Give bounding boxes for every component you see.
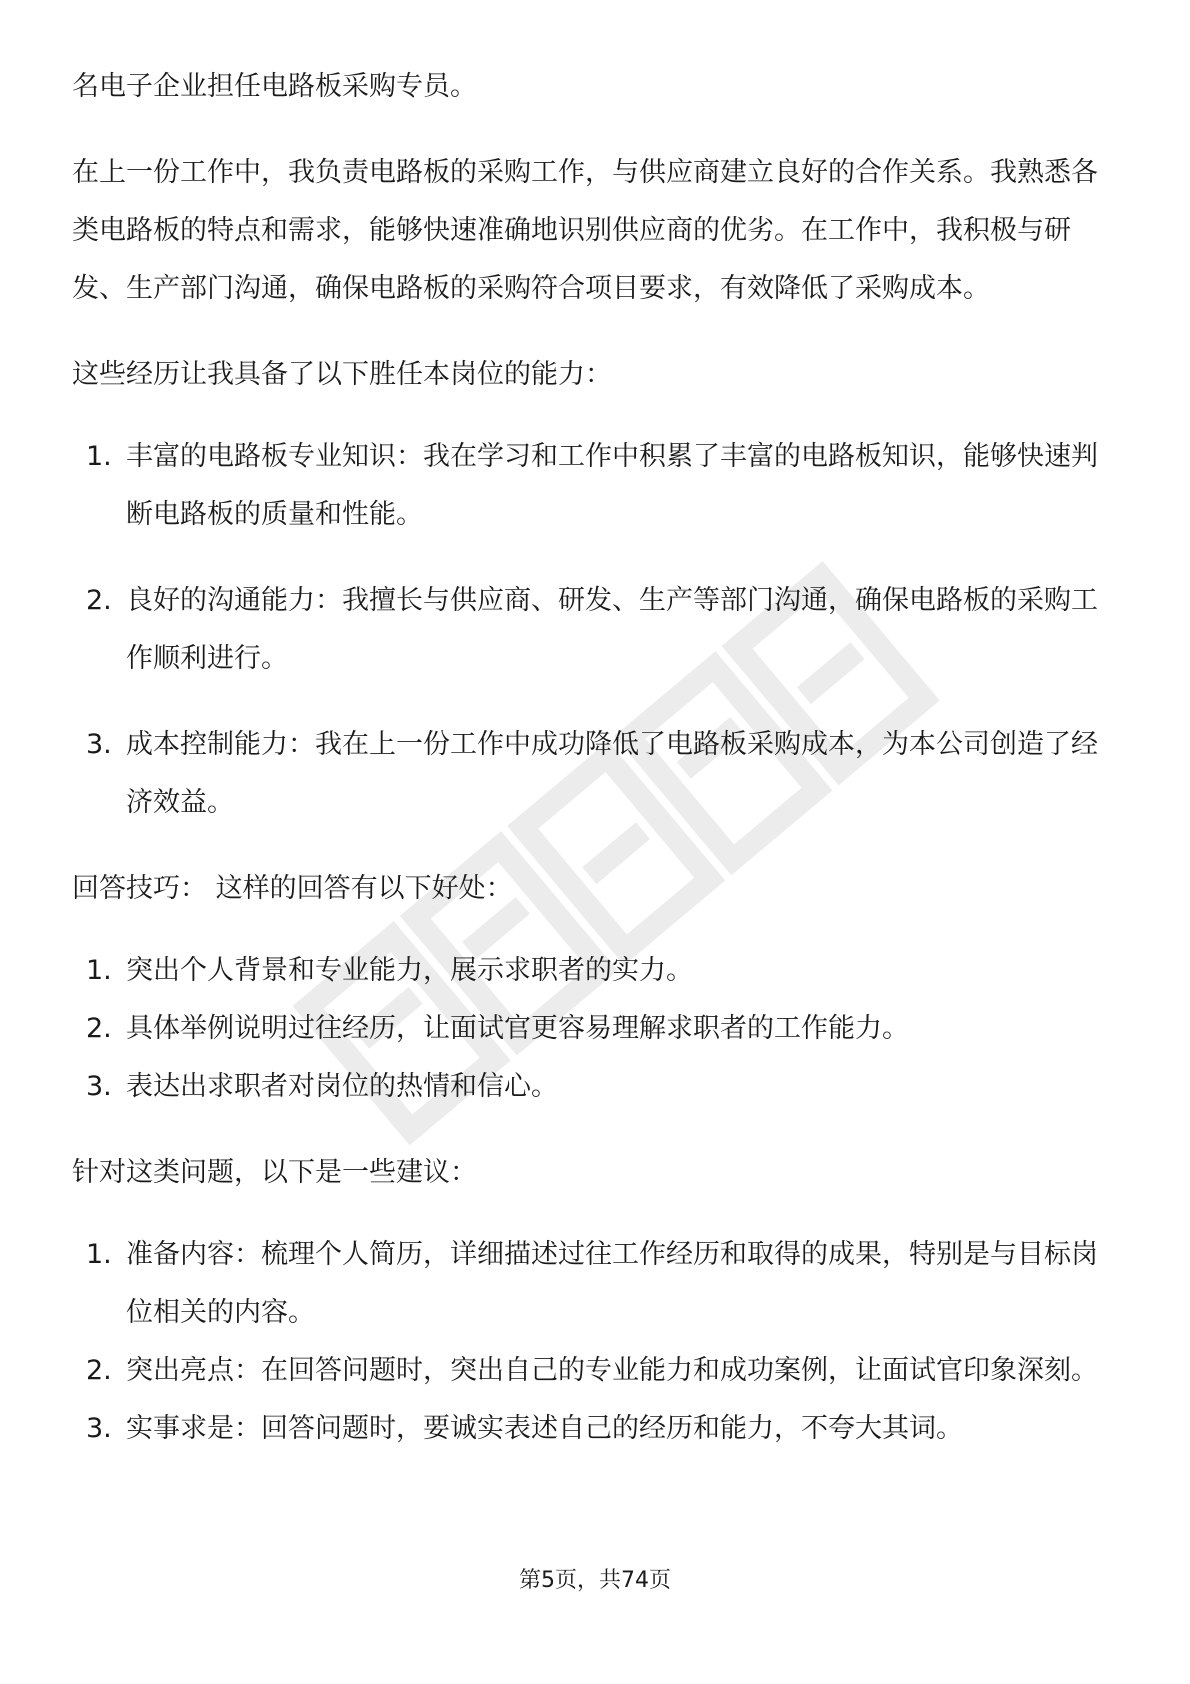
list-number: 2.	[86, 1013, 112, 1044]
abilities-list	[72, 428, 1118, 832]
list-item	[72, 1226, 1118, 1342]
list-item-text: 具体举例说明过往经历，让面试官更容易理解求职者的工作能力。	[126, 1013, 909, 1044]
advice-list	[72, 1226, 1118, 1458]
list-item-text: 成本控制能力：我在上一份工作中成功降低了电路板采购成本，为本公司创造了经济效益。	[126, 729, 1098, 818]
list-item-text: 丰富的电路板专业知识：我在学习和工作中积累了丰富的电路板知识，能够快速判断电路板的质量和性能。	[126, 441, 1098, 530]
list-number: 1.	[86, 441, 112, 472]
list-item-text: 表达出求职者对岗位的热情和信心。	[126, 1071, 558, 1102]
list-number: 1.	[86, 955, 112, 986]
tips-list	[72, 942, 1118, 1116]
list-item	[72, 1058, 1118, 1116]
abilities-intro: 这些经历让我具备了以下胜任本岗位的能力：	[72, 359, 612, 390]
list-item	[72, 1342, 1118, 1400]
list-number: 2.	[86, 1355, 112, 1386]
list-number: 3.	[86, 1413, 112, 1444]
list-item-text: 准备内容：梳理个人简历，详细描述过往工作经历和取得的成果，特别是与目标岗位相关的内容。	[126, 1239, 1098, 1328]
list-item	[72, 942, 1118, 1000]
list-number: 3.	[86, 729, 112, 760]
list-item	[72, 572, 1118, 688]
experience-paragraph: 在上一份工作中，我负责电路板的采购工作，与供应商建立良好的合作关系。我熟悉各类电路板的特点和需求，能够快速准确地识别供应商的优劣。在工作中，我积极与研发、生产部门沟通，确保电路板的采购符合项目要求，有效降低了采购成本。	[72, 157, 1098, 304]
page-content	[72, 58, 1118, 1458]
list-item-text: 突出亮点：在回答问题时，突出自己的专业能力和成功案例，让面试官印象深刻。	[126, 1355, 1098, 1386]
list-number: 2.	[86, 585, 112, 616]
list-item	[72, 716, 1118, 832]
tips-intro: 回答技巧： 这样的回答有以下好处：	[72, 873, 513, 904]
advice-intro: 针对这类问题，以下是一些建议：	[72, 1157, 477, 1188]
list-item	[72, 1000, 1118, 1058]
list-item-text: 突出个人背景和专业能力，展示求职者的实力。	[126, 955, 693, 986]
intro-continued: 名电子企业担任电路板采购专员。	[72, 71, 477, 102]
list-number: 3.	[86, 1071, 112, 1102]
list-item-text: 良好的沟通能力：我擅长与供应商、研发、生产等部门沟通，确保电路板的采购工作顺利进行。	[126, 585, 1098, 674]
list-item	[72, 428, 1118, 544]
list-item	[72, 1400, 1118, 1458]
list-item-text: 实事求是：回答问题时，要诚实表述自己的经历和能力，不夸大其词。	[126, 1413, 963, 1444]
page-number-footer: 第5页，共74页	[519, 1568, 671, 1593]
list-number: 1.	[86, 1239, 112, 1270]
